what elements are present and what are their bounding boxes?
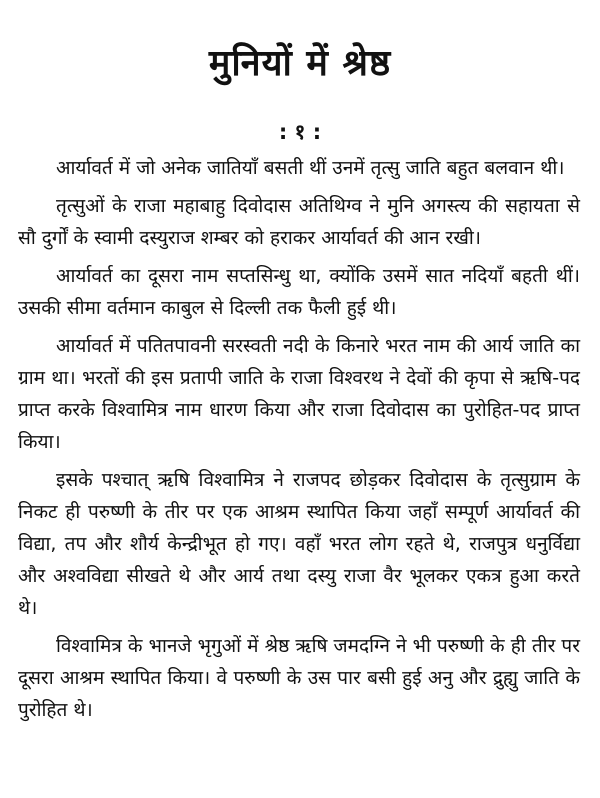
paragraph: आर्यावर्त में पतितपावनी सरस्वती नदी के किनारे भरत नाम की आर्य जाति का ग्राम था। भरतों की इस प्रतापी जाति के राजा विश्वरथ ने देवों की कृपा से ऋषि-पद प्राप्त करके विश्वामित्र नाम धारण किया और राजा दिवोदास का पुरोहित-पद प्राप्त किया। [18, 335, 580, 453]
page-title: मुनियों में श्रेष्ठ [208, 43, 392, 84]
paragraph: विश्वामित्र के भानजे भृगुओं में श्रेष्ठ ऋषि जमदग्नि ने भी परुष्णी के ही तीर पर दूसरा आश्रम स्थापित किया। वे परुष्णी के उस पार बसी हुई अनु और द्रुह्यु जाति के पुरोहित थे। [18, 635, 580, 721]
paragraph: आर्यावर्त में जो अनेक जातियाँ बसती थीं उनमें तृत्सु जाति बहुत बलवान थी। [56, 157, 565, 179]
paragraph: आर्यावर्त का दूसरा नाम सप्तसिन्धु था, क्योंकि उसमें सात नदियाँ बहती थीं। उसकी सीमा वर्तमान काबुल से दिल्ली तक फैली हुई थी। [18, 265, 580, 319]
paragraph: तृत्सुओं के राजा महाबाहु दिवोदास अतिथिग्व ने मुनि अगस्त्य की सहायता से सौ दुर्गों के स्वामी दस्युराज शम्बर को हराकर आर्यावर्त की आन रखी। [18, 195, 580, 249]
paragraph: इसके पश्चात् ऋषि विश्वामित्र ने राजपद छोड़कर दिवोदास के तृत्सुग्राम के निकट ही परुष्णी के तीर पर एक आश्रम स्थापित किया जहाँ सम्पूर्ण आर्यावर्त की विद्या, तप और शौर्य केन्द्रीभूत हो गए। वहाँ भरत लोग रहते थे, राजपुत्र धनुर्विद्या और अश्वविद्या सीखते थे और आर्य तथा दस्यु राजा वैर भूलकर एकत्र हुआ करते थे। [18, 469, 580, 619]
body-text [18, 152, 580, 732]
chapter-marker: : १ : [278, 120, 322, 144]
